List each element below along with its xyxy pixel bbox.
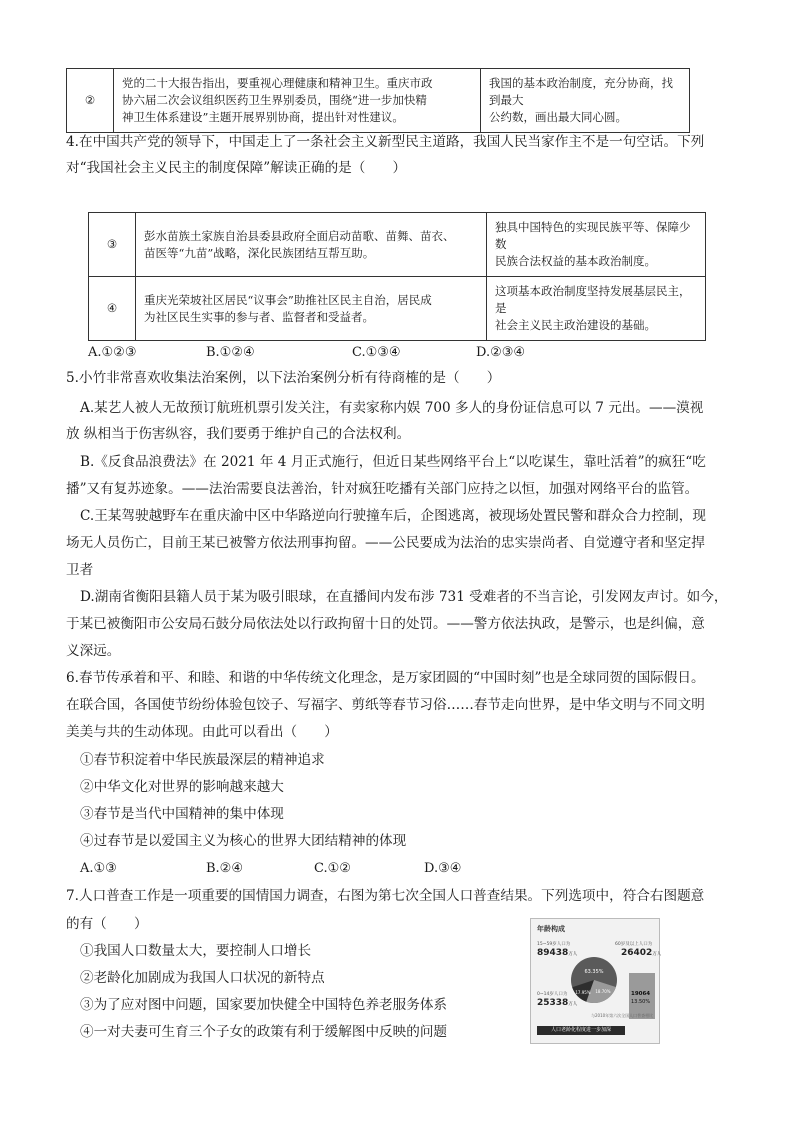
q4-row3-right-line: 独具中国特色的实现民族平等、保障少数 <box>495 220 691 251</box>
q6-option-a[interactable]: A.①③ <box>80 861 117 876</box>
q4-row4-left-line: 为社区民生实事的参与者、监督者和受益者。 <box>144 309 374 324</box>
figure-label-15-59: 15~59岁人口为 <box>537 942 571 947</box>
q4-row4-right-line: 这项基本政治制度坚持发展基层民主，是 <box>495 284 691 315</box>
q5-option-d[interactable]: D.湖南省衡阳县籍人员于某为吸引眼球，在直播间内发布涉 731 受难者的不当言论，引发网友声讨。如今， <box>80 589 728 605</box>
q4-row4-left <box>136 277 487 341</box>
q4-row4-right <box>487 277 706 341</box>
q4-line: 4.在中国共产党的领导下，中国走上了一条社会主义新型民主道路，我国人民当家作主不是一句空话。下列 <box>66 134 705 150</box>
q4-option-a[interactable]: A.①②③ <box>88 345 137 360</box>
q7-item-1: ①我国人口数量太大，要控制人口增长 <box>80 943 312 959</box>
table1-left-line: 神卫生体系建设”主题开展界别协商，提出针对性建议。 <box>122 110 404 124</box>
q5-line: 义深远。 <box>66 643 121 659</box>
q5-line: 播”又有复苏迹象。——法治需要良法善治，针对疯狂吃播有关部门应持之以恒，加强对网络平台的监管。 <box>66 481 699 497</box>
table-row-2 <box>66 68 690 133</box>
q5-option-c[interactable]: C.王某驾驶越野车在重庆渝中区中华路逆向行驶撞车后，企图逃离，被现场处置民警和群众合力控制，现 <box>80 508 706 524</box>
figure-note: 与2010年第六次全国人口普查相比 <box>591 1013 654 1018</box>
q6-line: 美美与共的生动体现。由此可以看出（ ） <box>66 724 338 740</box>
table1-num: ② <box>67 69 114 133</box>
figure-value-15-59: 89438万人 <box>537 948 578 958</box>
q4-table <box>88 212 706 341</box>
q5-line: 卫者 <box>66 562 94 578</box>
q4-row3-num: ③ <box>89 213 136 277</box>
q4-row3-right-line: 民族合法权益的基本政治制度。 <box>495 254 656 268</box>
q5-line: 于某已被衡阳市公安局石鼓分局依法处以行政拘留十日的处罚。——警方依法执政，是警示，也是纠偏，意 <box>66 616 705 632</box>
q7-line: 的有（ ） <box>66 916 148 932</box>
q7-item-4: ④一对夫妻可生育三个子女的政策有利于缓解图中反映的问题 <box>80 1024 448 1040</box>
q4-row3-left <box>136 213 487 277</box>
q4-row4-left-line: 重庆光荣坡社区居民“议事会”助推社区民主自治，居民成 <box>144 292 432 307</box>
q7-stem: 7.人口普查工作是一项重要的国情国力调查，右图为第七次全国人口普查结果。下列选项中，符合右图题意 <box>66 888 705 904</box>
q6-item-4: ④过春节是以爱国主义为核心的世界大团结精神的体现 <box>80 833 407 849</box>
q4-row3-right <box>487 213 706 277</box>
q6-option-c[interactable]: C.①② <box>314 861 351 876</box>
population-pie <box>569 955 619 1005</box>
q4-option-d[interactable]: D.②③④ <box>476 345 526 360</box>
q6-stem: 6.春节传承着和平、和睦、和谐的中华传统文化理念，是万家团圆的“中国时刻”也是全球同贺的国际假日。 <box>66 670 705 686</box>
q6-item-3: ③春节是当代中国精神的集中体现 <box>80 806 284 822</box>
q4-row3-left-line: 苗医等“九苗”战略，深化民族团结互帮互助。 <box>144 245 375 260</box>
population-figure <box>530 918 660 1044</box>
q6-option-b[interactable]: B.②④ <box>206 861 243 876</box>
table1-left <box>114 69 481 133</box>
q6-line: 在联合国，各国使节纷纷体验包饺子、写福字、剪纸等春节习俗……春节走向世界，是中华文明与不同文明 <box>66 697 705 713</box>
q6-item-1: ①春节积淀着中华民族最深层的精神追求 <box>80 752 325 768</box>
table1-right-line: 我国的基本政治制度，充分协商，找到最大 <box>489 76 673 107</box>
elderly-sub-pct: 13.50% <box>631 999 651 1005</box>
q5-line: 放 纵相当于伤害纵容，我们要勇于维护自己的合法权利。 <box>66 426 411 442</box>
q4-row3-left-line: 彭水苗族土家族自治县委县政府全面启动苗歌、苗舞、苗衣、 <box>144 228 455 243</box>
q5-option-b[interactable]: B.《反食品浪费法》在 2021 年 4 月正式施行，但近日某些网络平台上“以吃谋生，靠吐活着”的疯狂“吃 <box>80 454 706 470</box>
q4-option-b[interactable]: B.①②④ <box>206 345 255 360</box>
figure-title: 年龄构成 <box>537 925 565 933</box>
pie-pct-old: 18.70% <box>595 989 611 994</box>
pie-pct-main: 63.35% <box>584 969 604 975</box>
q4-line: 对“我国社会主义民主的制度保障”解读正确的是（ ） <box>66 160 407 176</box>
q4-row4-right-line: 社会主义民主政治建设的基础。 <box>495 318 656 332</box>
q5-stem: 5.小竹非常喜欢收集法治案例，以下法治案例分析有待商榷的是（ ） <box>66 370 501 386</box>
table1-left-line: 党的二十大报告指出，要重视心理健康和精神卫生。重庆市政 <box>122 76 433 90</box>
pie-pct-child: 17.95% <box>575 990 591 995</box>
q5-option-a[interactable]: A.某艺人被人无故预订航班机票引发关注，有卖家称内娱 700 多人的身份证信息可以 7 元出。——漠视 <box>80 400 704 416</box>
figure-value-60: 26402万人 <box>621 948 662 958</box>
table1-right <box>481 69 690 133</box>
elderly-sub-value: 19064 <box>631 991 651 997</box>
figure-banner: 人口老龄化程度进一步加深 <box>537 1026 625 1035</box>
q7-item-2: ②老龄化加剧成为我国人口状况的新特点 <box>80 970 325 986</box>
q4-row4-num: ④ <box>89 277 136 341</box>
figure-label-60: 60岁及以上人口为 <box>615 942 653 947</box>
figure-value-0-14: 25338万人 <box>537 998 578 1008</box>
q6-option-d[interactable]: D.③④ <box>424 861 462 876</box>
q5-line: 场无人员伤亡，目前王某已被警方依法刑事拘留。——公民要成为法治的忠实崇尚者、自觉遵守者和坚定捍 <box>66 535 705 551</box>
q6-item-2: ②中华文化对世界的影响越来越大 <box>80 779 284 795</box>
table1-right-line: 公约数，画出最大同心圆。 <box>489 110 627 124</box>
figure-label-0-14: 0~14岁人口为 <box>537 992 568 997</box>
q7-item-3: ③为了应对图中问题，国家要加快健全中国特色养老服务体系 <box>80 997 448 1013</box>
q4-option-c[interactable]: C.①③④ <box>352 345 401 360</box>
table1-left-line: 协六届二次会议组织医药卫生界别委员，围绕“进一步加快精 <box>122 93 427 107</box>
